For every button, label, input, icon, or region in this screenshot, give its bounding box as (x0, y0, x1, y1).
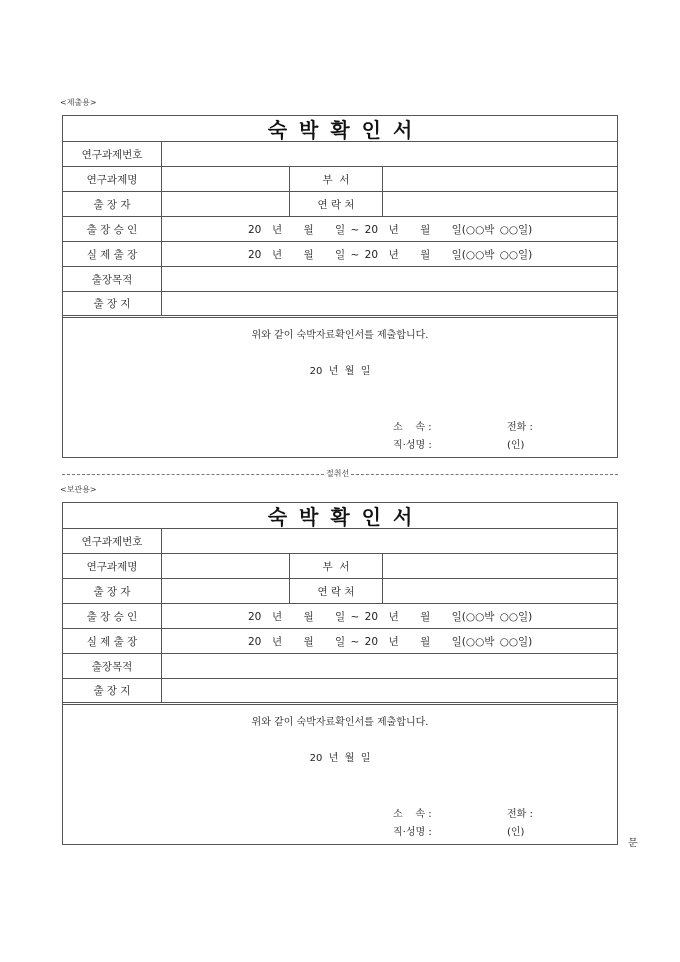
label-traveler: 출 장 자 (63, 192, 162, 216)
field-purpose[interactable] (162, 267, 617, 291)
label-actual: 실 제 출 장 (63, 242, 162, 266)
row-destination (63, 679, 617, 705)
row-purpose (63, 654, 617, 679)
field-project-no[interactable] (162, 529, 617, 553)
field-project-no[interactable] (162, 142, 617, 166)
label-approval: 출 장 승 인 (63, 217, 162, 241)
row-project-name (63, 554, 617, 579)
field-contact[interactable] (383, 579, 617, 603)
field-department[interactable] (383, 554, 617, 578)
seal-mark: (인) (507, 827, 525, 838)
sign-date: 20 년 월 일 (309, 753, 371, 764)
label-actual: 실 제 출 장 (63, 629, 162, 653)
approval-date-range: 20 년 월 일 ~ 20 년 월 일(○○박 ○○일) (248, 610, 533, 623)
affiliation-label: 소 속 : (393, 422, 432, 433)
label-department: 부 서 (290, 167, 383, 191)
actual-date-range: 20 년 월 일 ~ 20 년 월 일(○○박 ○○일) (248, 635, 533, 648)
row-actual (63, 242, 617, 267)
field-destination[interactable] (162, 292, 617, 315)
label-destination: 출 장 지 (63, 679, 162, 702)
signature-area (63, 318, 617, 457)
row-project-no (63, 529, 617, 554)
cut-line-label: 절취선 (326, 469, 350, 478)
label-destination: 출 장 지 (63, 292, 162, 315)
lodging-form-keep (62, 502, 618, 845)
label-department: 부 서 (290, 554, 383, 578)
keep-copy-label: <보관용> (60, 485, 97, 494)
submit-copy-label: <제출용> (60, 98, 97, 107)
row-destination (63, 292, 617, 318)
row-actual (63, 629, 617, 654)
cut-line (62, 469, 618, 478)
phone-label: 전화 : (507, 422, 533, 433)
row-approval (63, 604, 617, 629)
field-destination[interactable] (162, 679, 617, 702)
field-actual-dates[interactable] (162, 242, 617, 266)
label-project-name: 연구과제명 (63, 167, 162, 191)
form-title: 숙박확인서 (63, 116, 617, 142)
form-title: 숙박확인서 (63, 503, 617, 529)
label-project-no: 연구과제번호 (63, 142, 162, 166)
row-traveler (63, 192, 617, 217)
affiliation-label: 소 속 : (393, 809, 432, 820)
field-project-name[interactable] (162, 167, 290, 191)
phone-label: 전화 : (507, 809, 533, 820)
label-traveler: 출 장 자 (63, 579, 162, 603)
field-actual-dates[interactable] (162, 629, 617, 653)
field-contact[interactable] (383, 192, 617, 216)
row-project-name (63, 167, 617, 192)
actual-date-range: 20 년 월 일 ~ 20 년 월 일(○○박 ○○일) (248, 248, 533, 261)
label-contact: 연 락 처 (290, 192, 383, 216)
margin-text: 문 (628, 838, 638, 849)
signature-area (63, 705, 617, 844)
field-traveler[interactable] (162, 579, 290, 603)
field-purpose[interactable] (162, 654, 617, 678)
seal-mark: (인) (507, 440, 525, 451)
statement-text: 위와 같이 숙박자료확인서를 제출합니다. (251, 717, 429, 728)
row-project-no (63, 142, 617, 167)
row-purpose (63, 267, 617, 292)
position-name-label: 직·성명 : (393, 827, 432, 838)
field-traveler[interactable] (162, 192, 290, 216)
sign-date: 20 년 월 일 (309, 366, 371, 377)
field-approval-dates[interactable] (162, 604, 617, 628)
label-contact: 연 락 처 (290, 579, 383, 603)
field-department[interactable] (383, 167, 617, 191)
label-project-name: 연구과제명 (63, 554, 162, 578)
label-purpose: 출장목적 (63, 654, 162, 678)
statement-text: 위와 같이 숙박자료확인서를 제출합니다. (251, 330, 429, 341)
approval-date-range: 20 년 월 일 ~ 20 년 월 일(○○박 ○○일) (248, 223, 533, 236)
label-project-no: 연구과제번호 (63, 529, 162, 553)
row-approval (63, 217, 617, 242)
field-project-name[interactable] (162, 554, 290, 578)
position-name-label: 직·성명 : (393, 440, 432, 451)
row-traveler (63, 579, 617, 604)
label-purpose: 출장목적 (63, 267, 162, 291)
lodging-form-submit (62, 115, 618, 458)
label-approval: 출 장 승 인 (63, 604, 162, 628)
field-approval-dates[interactable] (162, 217, 617, 241)
